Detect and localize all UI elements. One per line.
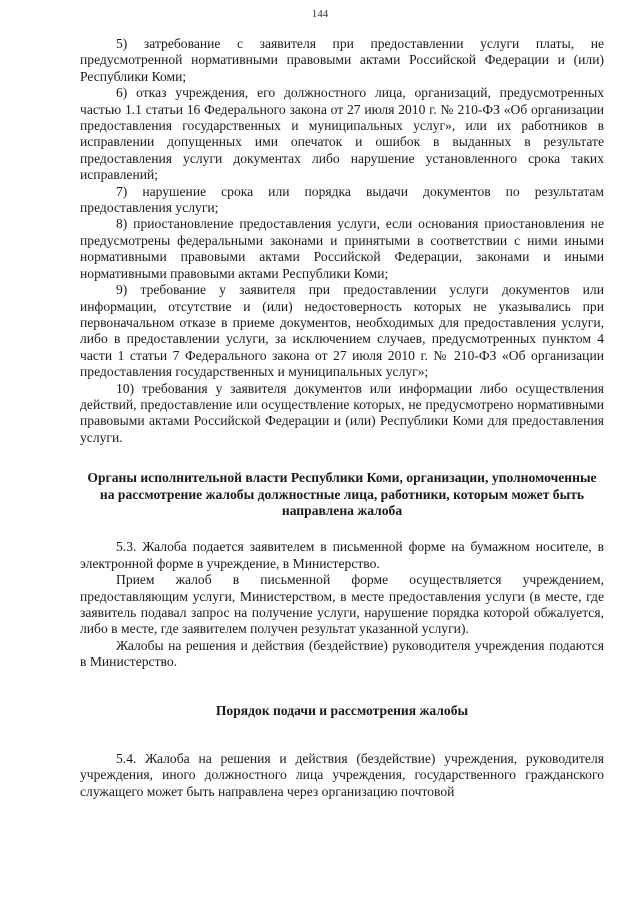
list-item: 10) требования у заявителя документов или информации либо осуществления действий, предоставление или осуществление которых, не предусмотрено нормативными правовыми актами Российской Федерации и (или) Республики Коми для предоставления услуги. [80,380,604,445]
paragraph: 5.4. Жалоба на решения и действия (бездействие) учреждения, руководителя учреждения, иного должностного лица учреждения, государственного гражданского служащего может быть направлена через организацию почтовой [80,751,604,799]
section-heading-complaint-recipients: Органы исполнительной власти Республики Коми, организации, уполномоченные на рассмотрение жалобы должностные лица, работники, которым может быть направлена жалоба [87,470,597,518]
paragraph: Жалобы на решения и действия (бездействие) руководителя учреждения подаются в Министерство. [80,637,604,670]
spacer [80,446,604,470]
section-heading-complaint-procedure: Порядок подачи и рассмотрения жалобы [215,702,469,718]
document-body [80,36,604,800]
page-number: 144 [311,8,329,20]
spacer [80,671,604,703]
paragraph: 5.3. Жалоба подается заявителем в письменной форме на бумажном носителе, в электронной форме в учреждение, в Министерство. [80,539,604,571]
list-item: 8) приостановление предоставления услуги, если основания приостановления не предусмотрены федеральными законами и принятыми в соответствии с ними иными нормативными правовыми актами Российской Федерации, законами и иными нормативными правовыми актами Республики Коми; [80,216,604,281]
spacer [80,719,604,751]
list-item: 9) требование у заявителя при предоставлении услуги документов или информации, отсутствие и (или) недостоверность которых не указывались при первоначальном отказе в приеме документов, необходимых для предоставления услуги, либо в предоставлении услуги, за исключением случаев, предусмотренных пунктом 4 части 1 статьи 7 Федерального закона от 27 июля 2010 г. № 210-ФЗ «Об организации предоставления государственных и муниципальных услуг»; [80,282,604,380]
list-item: 6) отказ учреждения, его должностного лица, организаций, предусмотренных частью 1.1 статьи 16 Федерального закона от 27 июля 2010 г. № 210-ФЗ «Об организации предоставления государственных и муниципальных услуг», или их работников в исправлении допущенных ими опечаток и ошибок в выданных в результате предоставления услуги документах либо нарушение установленного срока таких исправлений; [80,85,604,183]
paragraph: Прием жалоб в письменной форме осуществляется учреждением, предоставляющим услуги, Министерством, в месте предоставления услуги (в месте, где заявитель подавал запрос на получение услуги, нарушение порядка которой обжалуется, либо в месте, где заявителем получен результат указанной услуги). [80,572,604,637]
list-item: 5) затребование с заявителя при предоставлении услуги платы, не предусмотренной нормативными правовыми актами Российской Федерации и (или) Республики Коми; [80,36,604,84]
list-item: 7) нарушение срока или порядка выдачи документов по результатам предоставления услуги; [80,183,604,216]
spacer [80,519,604,539]
